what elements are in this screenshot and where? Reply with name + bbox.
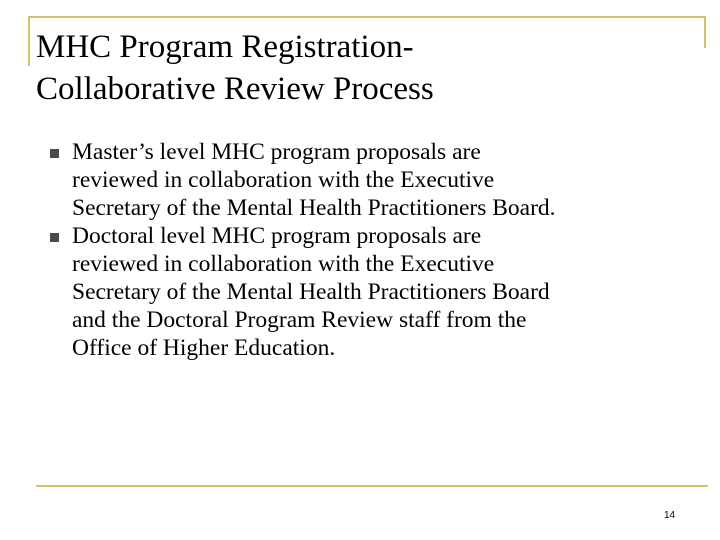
bullet-text <box>72 138 690 222</box>
bullet-line: reviewed in collaboration with the Executive <box>72 251 495 277</box>
bullet-line: Secretary of the Mental Health Practitioners Board. <box>72 195 556 221</box>
bullet-text <box>72 222 690 362</box>
bottom-rule <box>36 485 708 487</box>
bullet-item <box>50 138 690 222</box>
slide-title <box>36 26 676 110</box>
top-rule <box>28 16 706 18</box>
right-accent-line <box>704 16 706 48</box>
bullet-line: Doctoral level MHC program proposals are <box>72 223 482 249</box>
bullet-line: and the Doctoral Program Review staff from the <box>72 307 527 333</box>
bullet-line: Secretary of the Mental Health Practitioners Board <box>72 279 550 305</box>
bullet-item <box>50 222 690 362</box>
bullet-line: Office of Higher Education. <box>72 335 336 361</box>
bullet-line: reviewed in collaboration with the Executive <box>72 167 495 193</box>
page-number: 14 <box>664 510 676 521</box>
square-bullet-icon <box>50 233 59 242</box>
left-accent-line <box>28 16 30 66</box>
square-bullet-icon <box>50 149 59 158</box>
title-line-1: MHC Program Registration- <box>36 29 414 65</box>
bullet-list <box>50 138 690 362</box>
title-line-2: Collaborative Review Process <box>36 71 434 107</box>
bullet-line: Master’s level MHC program proposals are <box>72 139 481 165</box>
